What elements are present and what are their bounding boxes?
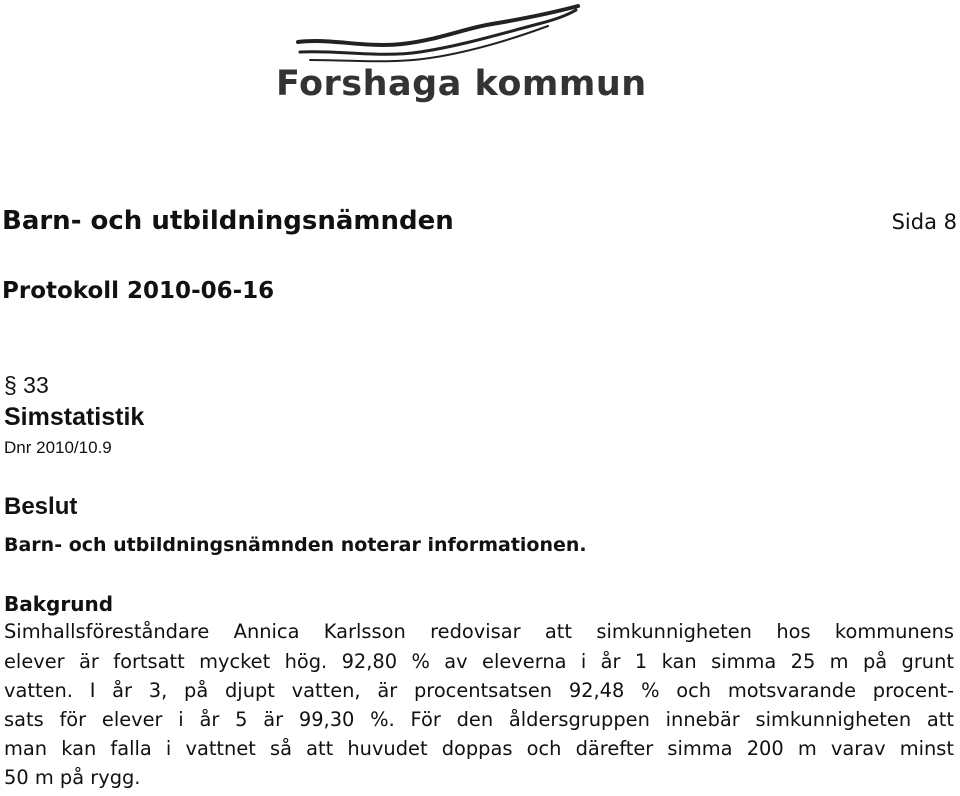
item-title: Simstatistik — [4, 403, 145, 431]
background-line: Simhallsföreståndare Annica Karlsson redovisar att simkunnigheten hos kommunens — [4, 620, 954, 643]
page-number: Sida 8 — [891, 210, 957, 234]
background-line: vatten. I år 3, på djupt vatten, är procentsatsen 92,48 % och motsvarande procent- — [4, 679, 954, 702]
logo-swoosh-icon — [270, 0, 610, 70]
paragraph-number: § 33 — [4, 372, 49, 398]
decision-heading: Beslut — [4, 493, 78, 520]
background-heading: Bakgrund — [4, 592, 114, 616]
background-line: 50 m på rygg. — [4, 766, 141, 789]
decision-text: Barn- och utbildningsnämnden noterar informationen. — [4, 534, 587, 556]
protocol-date: Protokoll 2010-06-16 — [2, 278, 275, 304]
committee-name: Barn- och utbildningsnämnden — [2, 206, 454, 236]
background-line: sats för elever i år 5 är 99,30 %. För den åldersgruppen innebär simkunnigheten att — [4, 708, 954, 731]
background-line: elever är fortsatt mycket hög. 92,80 % av eleverna i år 1 kan simma 25 m på grunt — [4, 650, 954, 673]
logo-wordmark: Forshaga kommun — [276, 64, 647, 104]
document-header — [2, 206, 957, 246]
municipality-logo — [270, 0, 647, 118]
background-line: man kan falla i vattnet så att huvudet doppas och därefter simma 200 m varav minst — [4, 737, 954, 760]
diary-number: Dnr 2010/10.9 — [4, 438, 112, 457]
